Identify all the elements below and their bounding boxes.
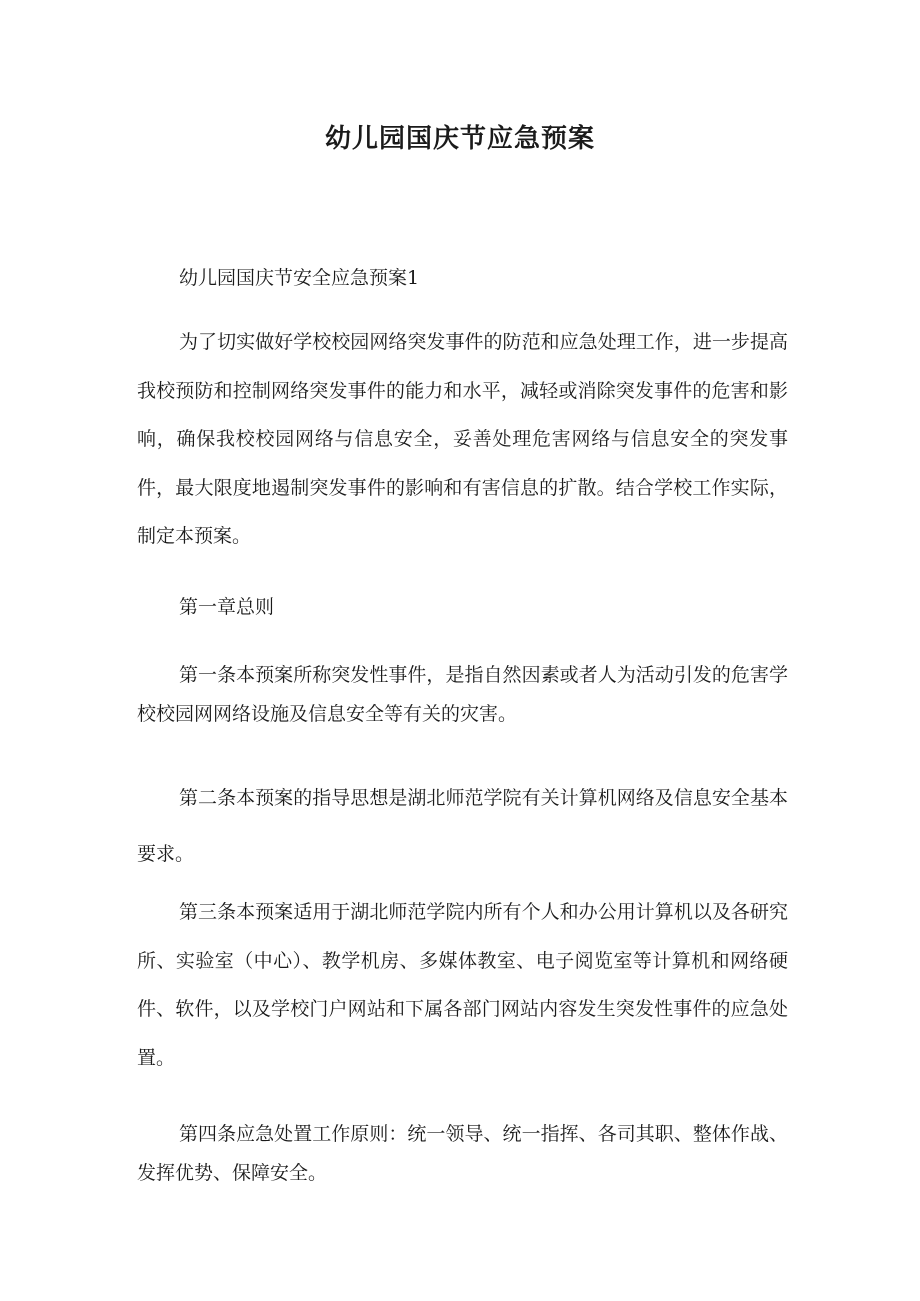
article-2-paragraph: 第二条本预案的指导思想是湖北师范学院有关计算机网络及信息安全基本要求。 <box>137 787 788 865</box>
article-1-paragraph: 第一条本预案所称突发性事件，是指自然因素或者人为活动引发的危害学校校园网网络设施及信息安全等有关的灾害。 <box>137 664 788 725</box>
chapter-heading: 第一章总则 <box>179 596 275 618</box>
article-3-paragraph: 第三条本预案适用于湖北师范学院内所有个人和办公用计算机以及各研究所、实验室（中心）、教学机房、多媒体教室、电子阅览室等计算机和网络硬件、软件，以及学校门户网站和下属各部门网站内容发生突发性事件的应急处置。 <box>137 901 788 1069</box>
section-heading: 幼儿园国庆节安全应急预案1 <box>179 267 420 289</box>
page-title: 幼儿园国庆节应急预案 <box>324 124 595 154</box>
intro-paragraph: 为了切实做好学校校园网络突发事件的防范和应急处理工作，进一步提高我校预防和控制网络突发事件的能力和水平，减轻或消除突发事件的危害和影响，确保我校校园网络与信息安全，妥善处理危害网络与信息安全的突发事件，最大限度地遏制突发事件的影响和有害信息的扩散。结合学校工作实际，制定本预案。 <box>137 331 788 547</box>
article-4-paragraph: 第四条应急处置工作原则：统一领导、统一指挥、各司其职、整体作战、发挥优势、保障安全。 <box>137 1123 788 1184</box>
